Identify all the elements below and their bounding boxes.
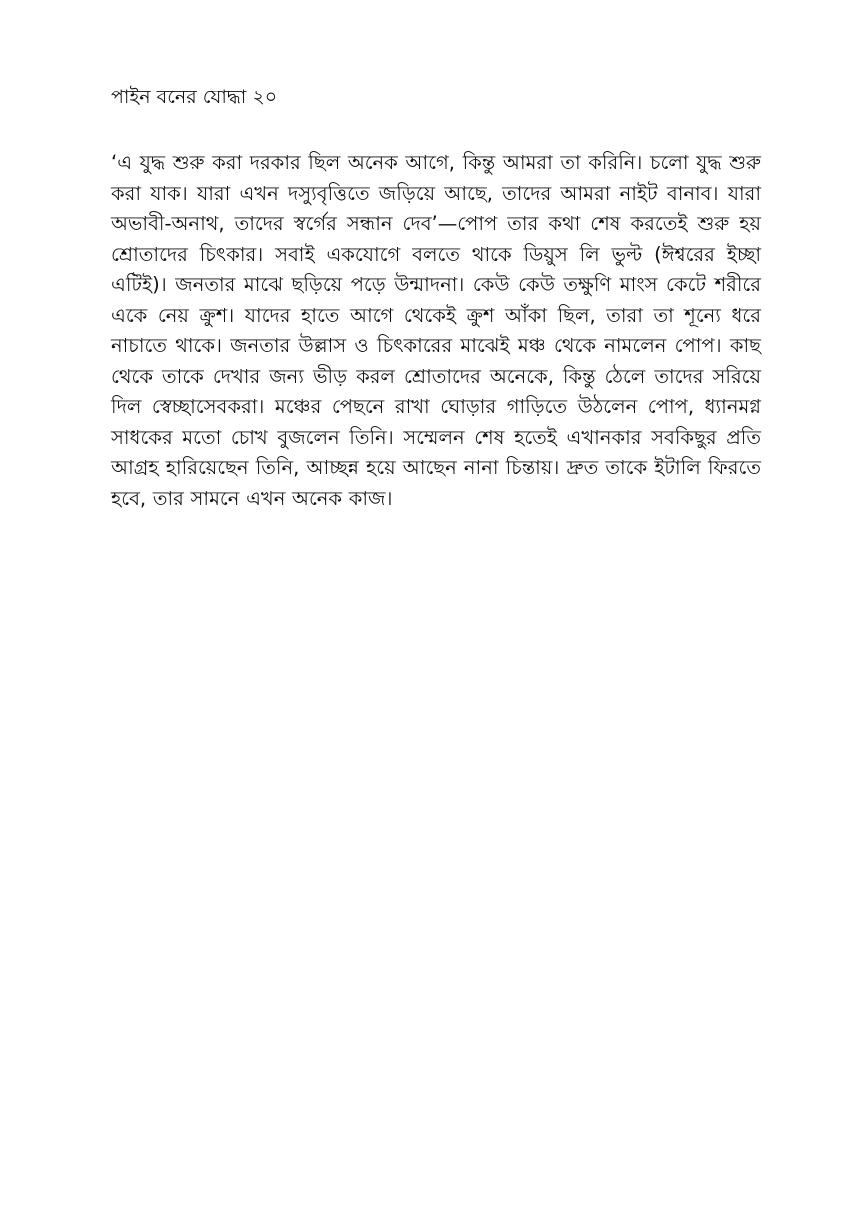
body-paragraph: ‘এ যুদ্ধ শুরু করা দরকার ছিল অনেক আগে, কিন্তু আমরা তা করিনি। চলো যুদ্ধ শুরু করা যাক। যারা এখন দস্যুবৃত্তিতে জড়িয়ে আছে, তাদের আমরা নাইট বানাব। যারা অভাবী-অনাথ, তাদের স্বর্গের সন্ধান দেব’—পোপ তার কথা শেষ করতেই শুরু হয় শ্রোতাদের চিৎকার। সবাই একযোগে বলতে থাকে ডিয়ুস লি ভুল্ট (ঈশ্বরের ইচ্ছা এটিই)। জনতার মাঝে ছড়িয়ে পড়ে উন্মাদনা। কেউ কেউ তক্ষুণি মাংস কেটে শরীরে একে নেয় ক্রুশ। যাদের হাতে আগে থেকেই ক্রুশ আঁকা ছিল, তারা তা শূন্যে ধরে নাচাতে থাকে। জনতার উল্লাস ও চিৎকারের মাঝেই মঞ্চ থেকে নামলেন পোপ। কাছ থেকে তাকে দেখার জন্য ভীড় করল শ্রোতাদের অনেকে, কিন্তু ঠেলে তাদের সরিয়ে দিল স্বেচ্ছাসেবকরা। মঞ্চের পেছনে রাখা ঘোড়ার গাড়িতে উঠলেন পোপ, ধ্যানমগ্ন সাধকের মতো চোখ বুজলেন তিনি। সম্মেলন শেষ হতেই এখানকার সবকিছুর প্রতি আগ্রহ হারিয়েছেন তিনি, আচ্ছন্ন হয়ে আছেন নানা চিন্তায়। দ্রুত তাকে ইটালি ফিরতে হবে, তার সামনে এখন অনেক কাজ। (111, 151, 761, 510)
running-header: পাইন বনের যোদ্ধা ২০ (111, 86, 278, 108)
